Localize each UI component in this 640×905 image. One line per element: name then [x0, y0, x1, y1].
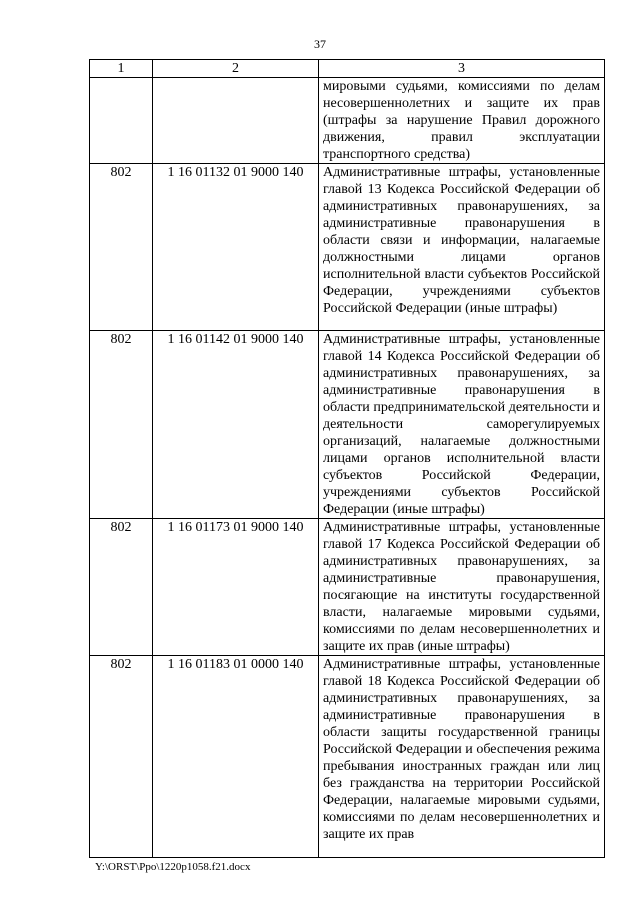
budget-classification-table: [89, 59, 605, 858]
kbk-code-cell: [153, 78, 319, 164]
admin-code-cell: 802: [90, 519, 153, 656]
description-cell: Административные штрафы, установленные главой 17 Кодекса Российской Федерации об административных правонарушениях, за административные правонарушения, посягающие на институты государственной власти, налагаемые мировыми судьями, комиссиями по делам несовершеннолетних и защите их прав (иные штрафы): [319, 519, 605, 656]
admin-code-cell: 802: [90, 164, 153, 331]
table-row: [90, 164, 605, 331]
description-cell: Административные штрафы, установленные главой 14 Кодекса Российской Федерации об административных правонарушениях, за административные правонарушения в области предпринимательской деятельности и деятельности саморегулируемых организаций, налагаемые должностными лицами органов исполнительной власти субъектов Российской Федерации, учреждениями субъектов Российской Федерации (иные штрафы): [319, 331, 605, 519]
footer-file-path: Y:\ORST\Ppo\1220p1058.f21.docx: [95, 861, 251, 873]
admin-code-cell: 802: [90, 656, 153, 858]
table-row: [90, 78, 605, 164]
kbk-code-cell: 1 16 01142 01 9000 140: [153, 331, 319, 519]
header-cell-description: 3: [319, 60, 605, 78]
page-number: 37: [314, 37, 326, 51]
table-header-row: [90, 60, 605, 78]
kbk-code-cell: 1 16 01173 01 9000 140: [153, 519, 319, 656]
kbk-code-cell: 1 16 01132 01 9000 140: [153, 164, 319, 331]
description-cell: Административные штрафы, установленные главой 18 Кодекса Российской Федерации об административных правонарушениях, за административные правонарушения в области защиты государственной границы Российской Федерации и обеспечения режима пребывания иностранных граждан или лиц без гражданства на территории Российской Федерации, налагаемые мировыми судьями, комиссиями по делам несовершеннолетних и защите их прав: [319, 656, 605, 858]
kbk-code-cell: 1 16 01183 01 0000 140: [153, 656, 319, 858]
header-cell-code: 2: [153, 60, 319, 78]
table-row: [90, 656, 605, 858]
table-row: [90, 519, 605, 656]
description-cell: Административные штрафы, установленные главой 13 Кодекса Российской Федерации об административных правонарушениях, за административные правонарушения в области связи и информации, налагаемые должностными лицами органов исполнительной власти субъектов Российской Федерации, учреждениями субъектов Российской Федерации (иные штрафы): [319, 164, 605, 331]
admin-code-cell: 802: [90, 331, 153, 519]
table-row: [90, 331, 605, 519]
admin-code-cell: [90, 78, 153, 164]
description-cell: мировыми судьями, комиссиями по делам несовершеннолетних и защите их прав (штрафы за нарушение Правил дорожного движения, правил эксплуатации транспортного средства): [319, 78, 605, 164]
header-cell-admin: 1: [90, 60, 153, 78]
